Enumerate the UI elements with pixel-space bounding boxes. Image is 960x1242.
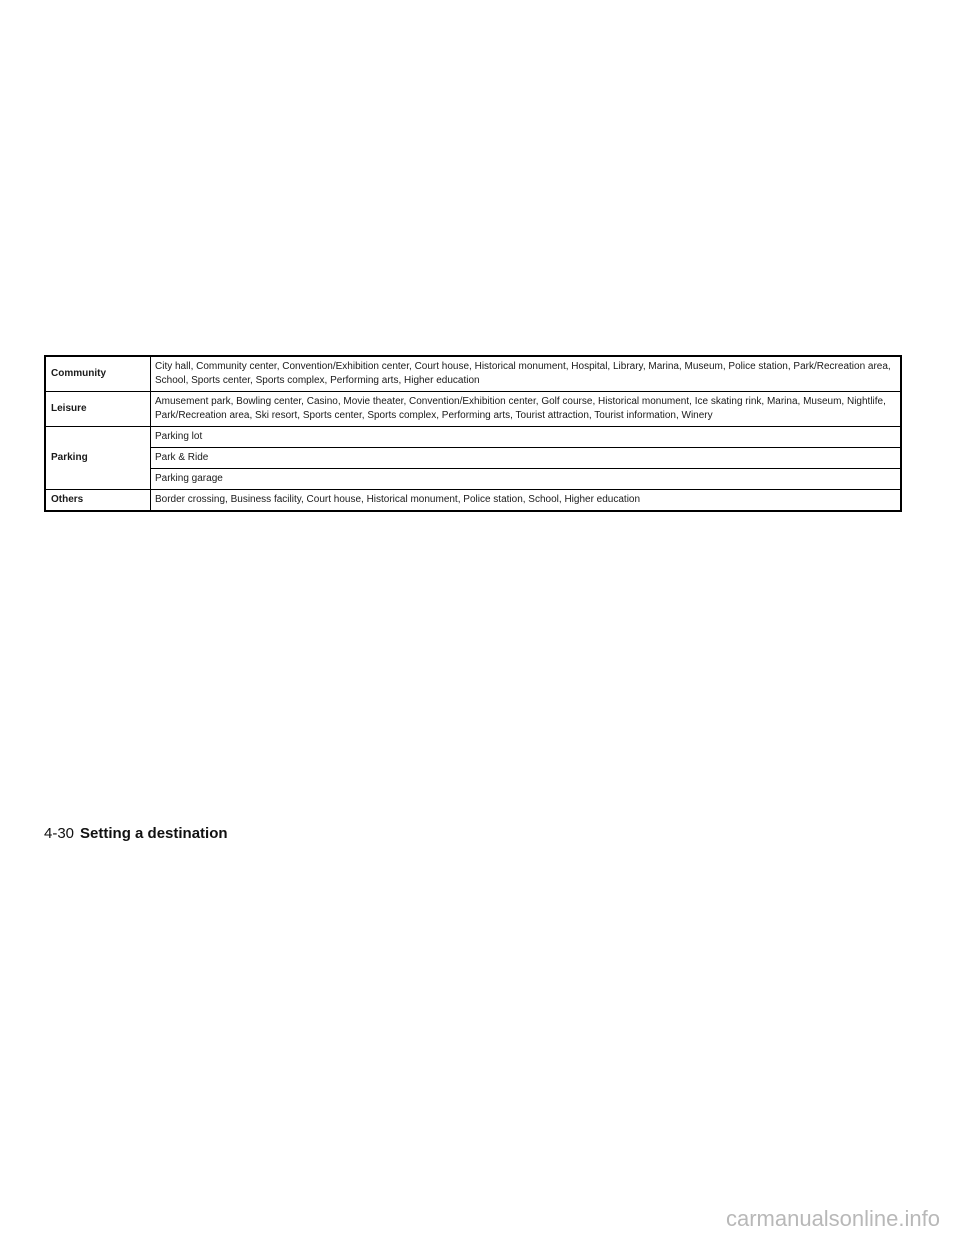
category-community: Community (45, 356, 151, 392)
table-row (45, 392, 901, 427)
parking-sub-item: Parking lot (151, 427, 902, 448)
table-row (45, 448, 901, 469)
category-items: City hall, Community center, Convention/Exhibition center, Court house, Historical monument, Hospital, Library, Marina, Museum, Police station, Park/Recreation area, School, Sports center, Sports complex, Performing arts, Higher education (155, 361, 891, 386)
watermark: carmanualsonline.info (725, 1206, 940, 1231)
section-title: Setting a destination (80, 825, 228, 842)
table-row (45, 469, 901, 490)
poi-category-table (44, 355, 902, 512)
page-footer (44, 824, 228, 844)
table-row (45, 490, 901, 512)
parking-sub-item: Park & Ride (151, 448, 902, 469)
category-leisure: Leisure (45, 392, 151, 427)
category-others: Others (45, 490, 151, 512)
category-items: Amusement park, Bowling center, Casino, Movie theater, Convention/Exhibition center, Golf course, Historical monument, Ice skating rink, Marina, Museum, Nightlife, Park/Recreation area, Ski resort, Sports center, Sports complex, Performing arts, Tourist attraction, Tourist information, Winery (151, 392, 902, 427)
table-row (45, 356, 901, 392)
category-parking: Parking (45, 427, 151, 490)
category-items: Border crossing, Business facility, Court house, Historical monument, Police station, School, Higher education (151, 490, 902, 512)
table-row (45, 427, 901, 448)
parking-sub-item: Parking garage (151, 469, 902, 490)
page-number: 4-30 (44, 825, 75, 842)
